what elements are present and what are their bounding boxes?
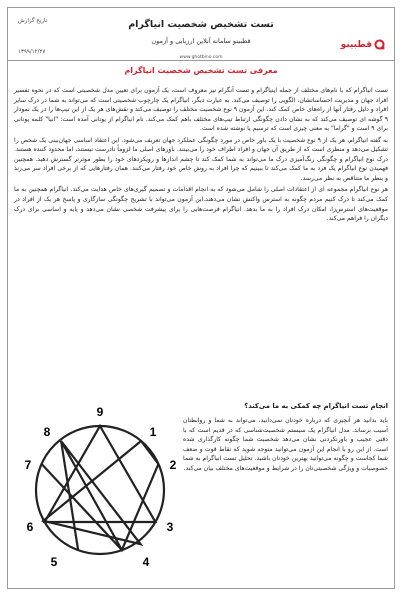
- page-subtitle: قطبینو سامانه آنلاین ارزیابی و آزمون: [151, 37, 251, 45]
- paragraph: تست انیاگرام که با نام‌های مختلف از جمله اینیاگرام و تست آنگرام نیز معروف است، یک آزمون برای تعیین مدل شخصیتی است که در نحوه تفسیر افراد جهان و مدیریت احساساتشان، الگویی را توصیف می‌کند. به عبارت دیگر، انیاگرام یک چارچوب شخصیتی است که می‌تواند به شما در درک سایر افراد و دلیل رفتار آنها از راه‌های خاص کمک کند. این آزمون ۹ نوع شخصیت مختلف را توصیف می‌کند و نقش‌های هر یک از این تیپ‌ها را در یک نمودار ۹ گوشه ای توصیف می‌کند که به نشان دادن چگونگی ارتباط تیپ‌های مختلف باهم کمک می‌کند. نام انیاگرام از یونانی آمده است: "انیا" کلمه یونانی برای ۹ است و "گراما" به معنی چیزی است که ترسیم یا نوشته شده است.: [14, 87, 389, 133]
- figure-label: 9: [96, 405, 104, 419]
- brand-logo: [341, 39, 385, 50]
- enneagram-figure: [20, 394, 180, 572]
- figure-label: 2: [169, 458, 177, 472]
- paragraph: هر نوع انیاگرام مجموعه ای از اعتقادات اصلی را شامل می‌شود که به انجام اقدامات و تصمیم گیری‌های خاص هدایت می‌کند. انیاگرام همچنین به ما کمک می‌کند تا درک کنیم مردم چگونه به استرس واکنش نشان می‌دهند.این آزمون می‌تواند با تشریح چگونگی سازگاری و پاسخ هر یک از افراد در موقعیت‌های استرس‌زا، امکان درک افراد را به ما بدهد. انیاگرام فرصت‌هایی را برای پیشرفت شخصی نشان می‌دهد و پایه و اساسی برای درک دیگران را فراهم می‌کند.: [14, 186, 388, 223]
- figure-label: 6: [26, 520, 34, 534]
- section-heading: معرفی تست تشخیص شخصیت انیاگرام: [124, 66, 278, 75]
- sub-heading: انجام تست انیاگرام چه کمکی به ما می‌کند؟: [244, 402, 388, 410]
- report-date: ۱۳۹۹/۱۲/۲۷: [18, 49, 46, 55]
- enneagram-hexad-close: [141, 441, 158, 464]
- figure-label: 4: [142, 555, 150, 569]
- enneagram-diagram: [20, 394, 180, 572]
- page-title: تست تشخیص شخصیت انیاگرام: [128, 19, 274, 30]
- paragraph: به گفته انیاگرام، هر یک از ۹ نوع شخصیت با یک باور خاص در مورد چگونگی عملکرد جهان تعریف می‌شود. این اعتقاد اساسی جهان‌بینی یک شخص را تشکیل می‌دهد و منظری است که از طریق آن جهان و افراد اطراف خود را می‌بینند. باورهای اصلی ما لزوماً نادرست نیستند، اما محدود کننده هستند. درک نوع انیاگرام و چگونگی رنگ‌آمیزی درک ما می‌تواند به شما کمک کند تا چشم اندازها و رویکردهای خود را بطور موثرتر گسترش دهید. همچنین فهمیدن نوع انیاگرام یک فرد به ما کمک می‌کند تا ببینیم که چرا افراد به روش خاص خود رفتار می‌کنند. همان رفتارهایی که از برخی افراد سر می‌زند و بنظر ما متناقض به نظر می‌رسد.: [14, 136, 388, 182]
- report-header: [8, 8, 394, 58]
- column-text: باید بدانید هر آنچیزی که درباره خودتان نمی‌دانید، می‌تواند به شما و روابطتان آسیب برساند. مدل انیاگرام یک سیستم شخصیت‌شناسی که در قدیم است که با دقتی عجیب و باورنکردنی نشان می‌دهد شخصیت شما چگونه کارگذاری شده است. از این رو با انجام این آزمون می‌توانید متوجه شوید که نقاط قوت و ضعف شما کجاست و چگونه می‌توانید بهترین خودتان باشید. تحلیل تست انیاگرام به شما خصوصیات و ویژگی شخصیتی‌تان را در شرایط و موقعیت‌های مختلف بیان می‌کند.: [183, 417, 388, 472]
- figure-label: 7: [24, 458, 32, 472]
- figure-label: 3: [166, 520, 174, 534]
- website-url: www.ghotbino.com: [179, 55, 223, 60]
- figure-label: 5: [50, 555, 58, 569]
- intro-text: [14, 86, 388, 226]
- figure-label: 8: [43, 425, 51, 439]
- report-date-label: تاریخ گزارش: [18, 18, 48, 24]
- logo-icon: [374, 39, 385, 50]
- logo-text: قطبینو: [340, 39, 372, 50]
- header-divider: [8, 60, 394, 61]
- figure-label: 1: [149, 425, 157, 439]
